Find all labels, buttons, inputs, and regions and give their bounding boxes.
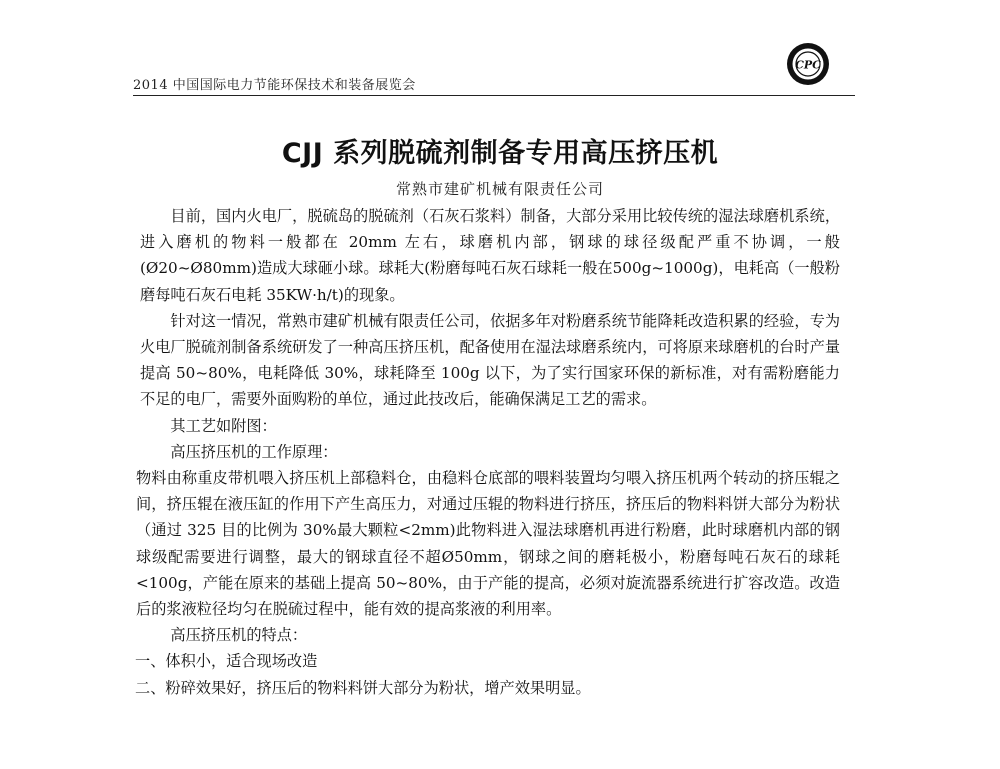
paragraph-development: 针对这一情况，常熟市建矿机械有限责任公司，依据多年对粉磨系统节能降耗改造积累的经验，专为火电厂脱硫剂制备系统研发了一种高压挤压机，配备使用在湿法球磨系统内，可将原来球磨机的台时产量提高 50~80%，电耗降低 30%，球耗降至 100g 以下，为了实行国家环保的新标准，对有需粉磨能力不足的电厂，需要外面购粉的单位，通过此技改后，能确保满足工艺的需求。 [140, 311, 840, 409]
article-body [135, 203, 840, 701]
process-line: 其工艺如附图： [170, 416, 277, 435]
features-heading: 高压挤压机的特点： [170, 626, 308, 645]
running-header: 2014 中国国际电力节能环保技术和装备展览会 [133, 78, 416, 93]
principle-heading: 高压挤压机的工作原理： [170, 442, 338, 461]
feature-item: 一、体积小，适合现场改造 [135, 652, 318, 671]
header-rule [133, 95, 855, 96]
feature-item: 二、粉碎效果好，挤压后的物料料饼大部分为粉状，增产效果明显。 [135, 678, 591, 697]
paragraph-intro: 目前，国内火电厂，脱硫岛的脱硫剂（石灰石浆料）制备，大部分采用比较传统的湿法球磨机系统，进入磨机的物料一般都在 20mm 左右，球磨机内部，钢球的球径级配严重不协调，一般(Ø20~Ø80mm)造成大球砸小球。球耗大(粉磨每吨石灰石球耗一般在500g~1000g)，电耗高（一般粉磨每吨石灰石电耗 35KW·h/t)的现象。 [140, 207, 840, 304]
article-title: CJJ 系列脱硫剂制备专用高压挤压机 [281, 138, 719, 169]
company-name: 常熟市建矿机械有限责任公司 [395, 180, 604, 198]
principle-text: 物料由称重皮带机喂入挤压机上部稳料仓，由稳料仓底部的喂料装置均匀喂入挤压机两个转动的挤压辊之间，挤压辊在液压缸的作用下产生高压力，对通过压辊的物料进行挤压，挤压后的物料料饼大部分为粉状（通过 325 目的比例为 30%最大颗粒<2mm)此物料进入湿法球磨机再进行粉磨，此时球磨机内部的钢球级配需要进行调整，最大的钢球直径不超Ø50mm，钢球之间的磨耗极小，粉磨每吨石灰石的球耗<100g，产能在原来的基础上提高 50~80%，由于产能的提高，必须对旋流器系统进行扩容改造。改造后的浆液粒径均匀在脱硫过程中，能有效的提高浆液的利用率。 [136, 469, 840, 619]
logo-lettering: CPC [795, 58, 821, 72]
conference-logo [786, 42, 830, 86]
